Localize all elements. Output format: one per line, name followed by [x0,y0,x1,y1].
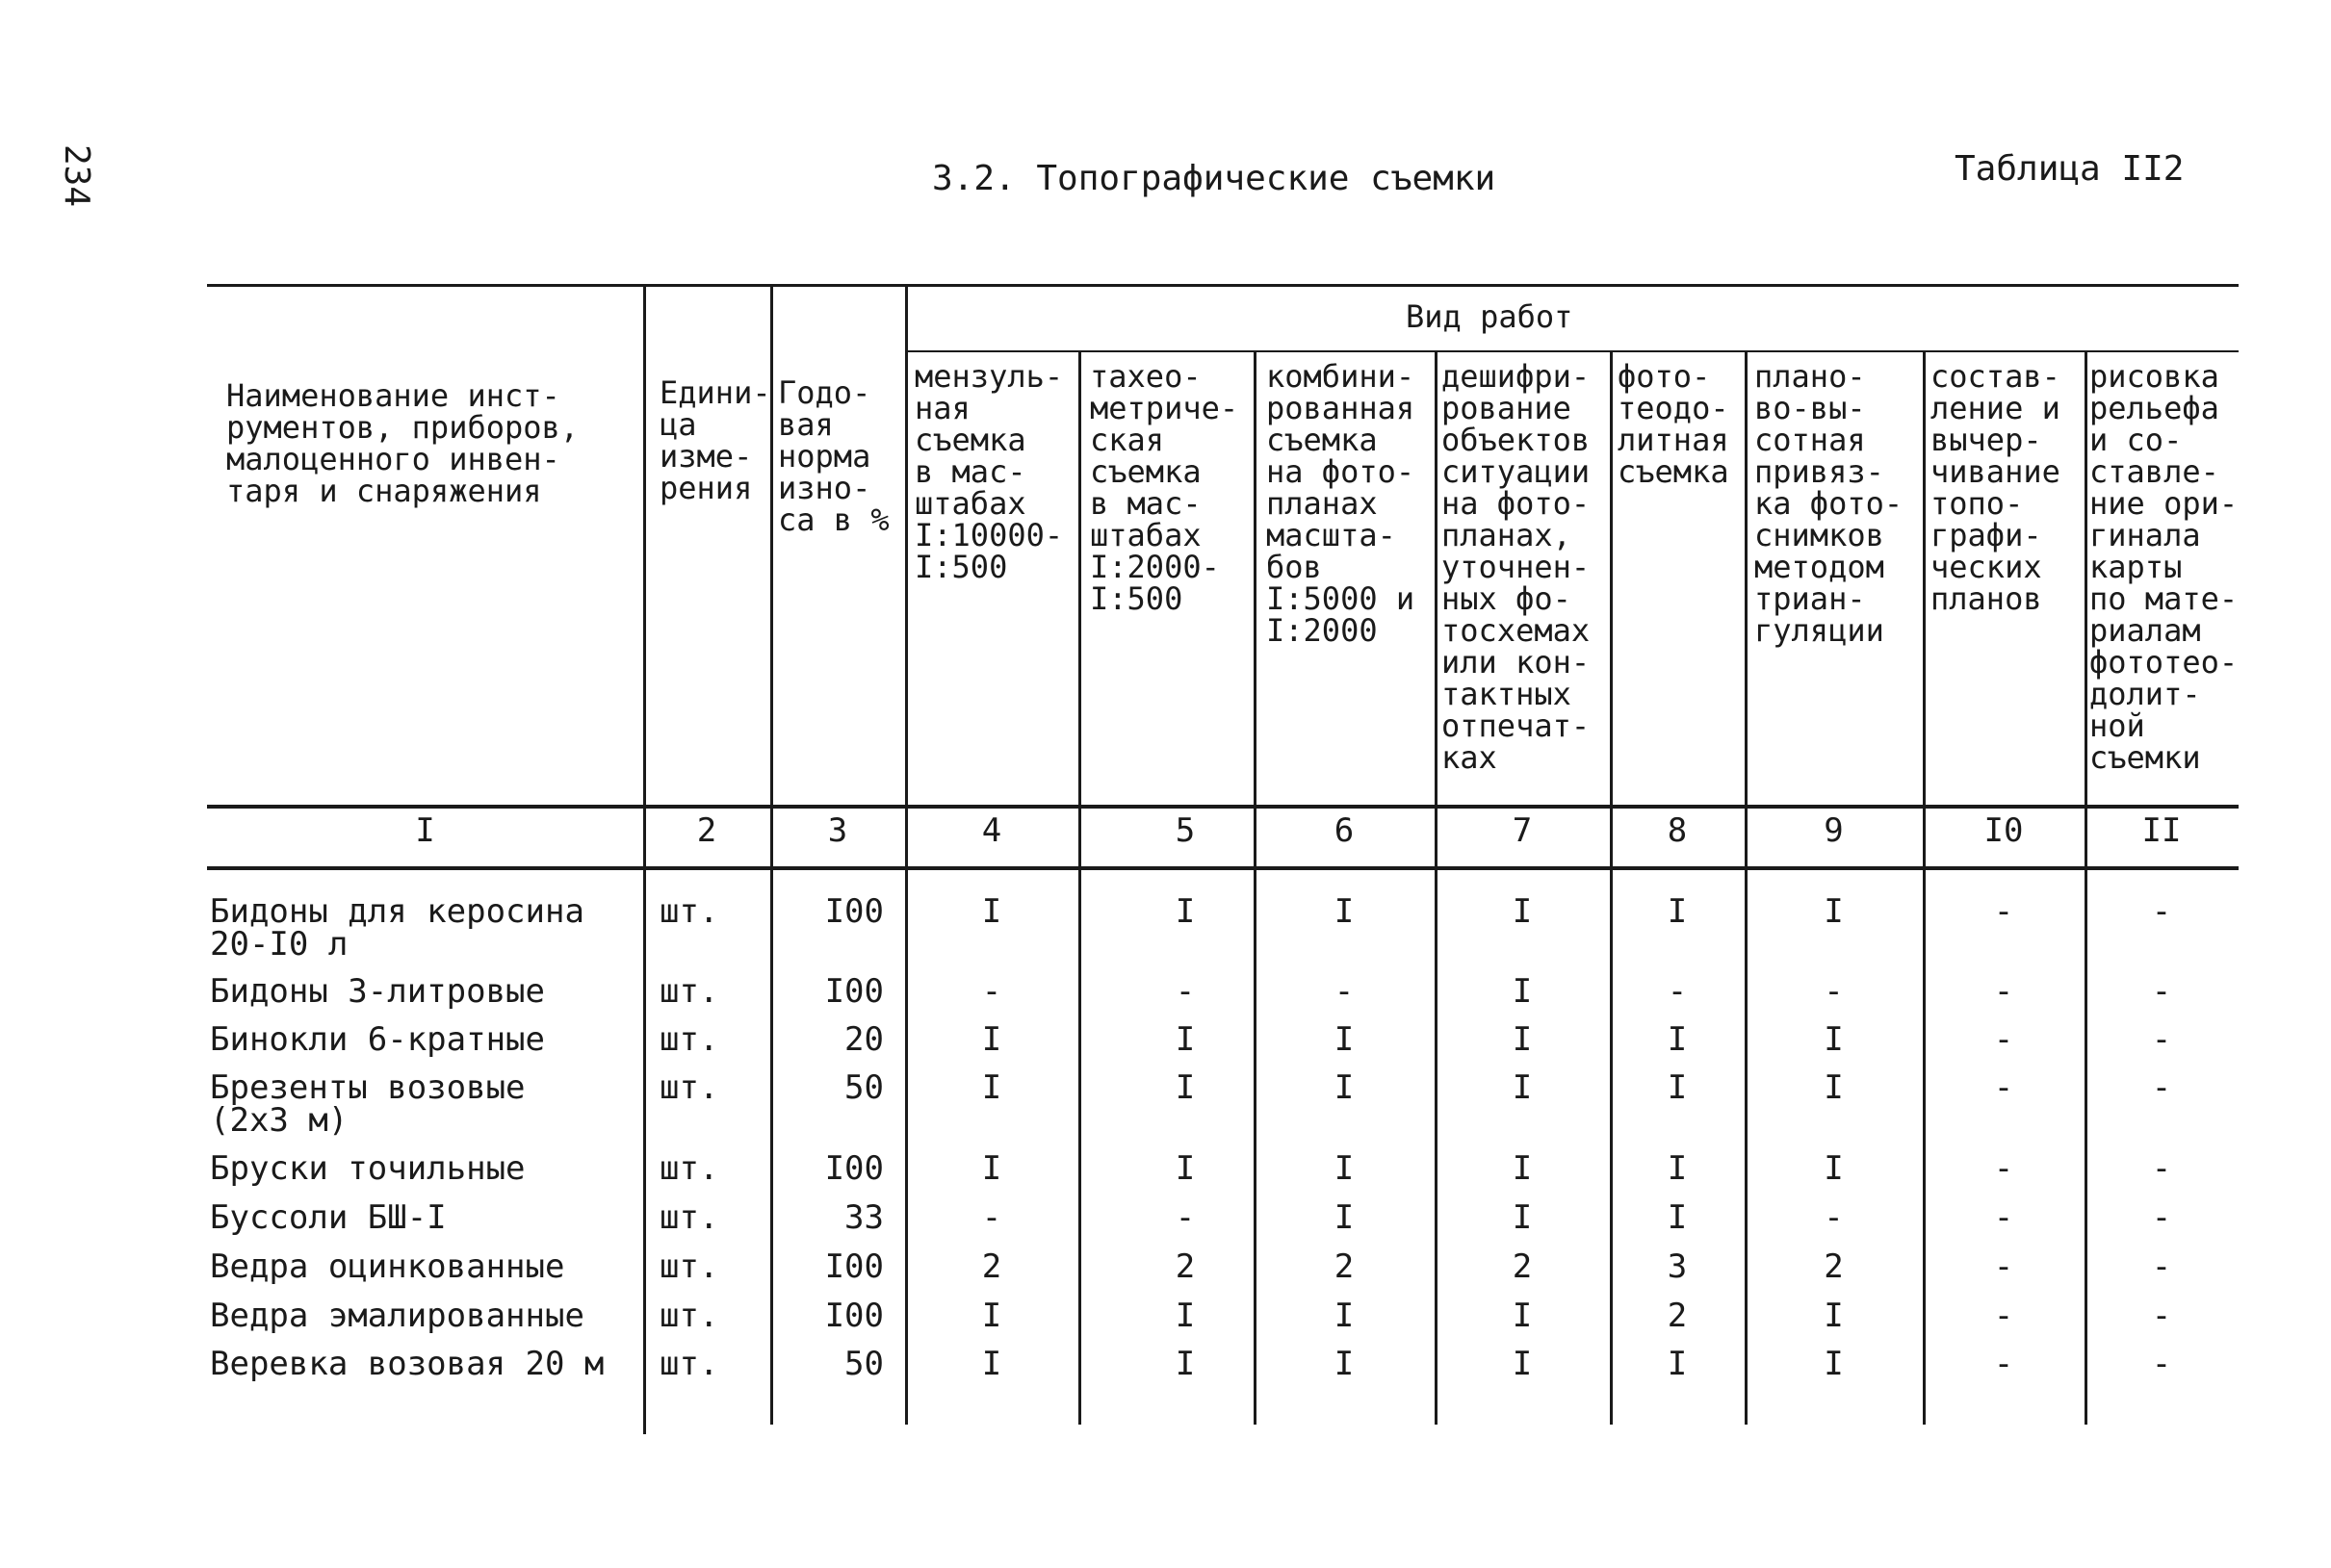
column-number: I0 [1983,811,2024,850]
row-value: I [1667,1020,1688,1059]
row-value: - [1667,972,1688,1011]
row-value: I [1667,1198,1688,1237]
column-number: 2 [696,811,717,850]
row-value: I [1667,1149,1688,1188]
header-work-1: мензуль- ная съемка в мас- штабах I:10000- I:500 [915,358,1064,585]
row-value: I [1512,1198,1533,1237]
row-value: I [1512,1068,1533,1107]
row-unit: шт. [660,1345,719,1383]
row-value: I [1824,1297,1844,1335]
row-norm: I00 [824,1149,884,1188]
row-value: - [2151,1198,2172,1237]
row-name: Ведра эмалированные [210,1297,584,1335]
row-value: - [1993,1297,2014,1335]
row-unit: шт. [660,1297,719,1335]
header-work-8: рисовка рельефа и со- ставле- ние ори- гинала карты по мате- риалам фототео- долит- ной съемки [2089,358,2239,776]
header-work-6: плано- во-вы- сотная привяз- ка фото- снимков методом триан- гуляции [1754,358,1904,649]
row-value: - [2151,1247,2172,1286]
row-value: I [1512,1345,1533,1383]
column-number: II [2141,811,2182,850]
row-value: I [981,1068,1002,1107]
row-value: I [1175,1345,1196,1383]
row-value: - [2151,1149,2172,1188]
column-number: 7 [1512,811,1533,850]
row-value: I [1667,1345,1688,1383]
row-value: - [1824,1198,1844,1237]
row-value: I [981,1149,1002,1188]
column-number: 9 [1824,811,1844,850]
row-value: I [1334,1297,1355,1335]
row-value: - [1993,1198,2014,1237]
header-name: Наименование инст- рументов, приборов, малоценного инвен- таря и снаряжения [226,377,580,509]
row-norm: I00 [824,892,884,931]
column-number: 6 [1334,811,1355,850]
row-value: - [1334,972,1355,1011]
row-norm: 50 [844,1068,884,1107]
vid-rabot-rule [905,350,2239,352]
header-norm: Годо- вая норма изно- са в % [778,374,890,538]
row-value: - [981,1198,1002,1237]
column-number: 5 [1175,811,1196,850]
row-value: - [1824,972,1844,1011]
row-value: I [1175,1020,1196,1059]
row-value: I [1824,1068,1844,1107]
row-norm: I00 [824,1297,884,1335]
row-value: - [2151,892,2172,931]
row-name: Бидоны для керосина 20-I0 л [210,892,584,964]
row-value: I [1334,1020,1355,1059]
row-value: I [1334,1149,1355,1188]
column-number: I [415,811,435,850]
row-value: I [981,892,1002,931]
row-value: I [1175,1149,1196,1188]
table-label: Таблица II2 [1955,149,2185,189]
row-value: I [1175,1068,1196,1107]
row-value: - [981,972,1002,1011]
row-name: Бруски точильные [210,1149,526,1188]
row-value: - [2151,972,2172,1011]
row-value: I [1824,1345,1844,1383]
header-bottom-rule [207,805,2239,809]
row-name: Буссоли БШ-I [210,1198,447,1237]
row-value: I [1512,1020,1533,1059]
row-value: 2 [1824,1247,1844,1286]
row-unit: шт. [660,1149,719,1188]
row-value: 2 [1512,1247,1533,1286]
row-value: 2 [1334,1247,1355,1286]
row-value: - [1993,1247,2014,1286]
header-work-group: Вид работ [1406,298,1573,335]
row-value: I [1824,1020,1844,1059]
row-name: Веревка возовая 20 м [210,1345,605,1383]
row-unit: шт. [660,892,719,931]
row-value: I [1334,1198,1355,1237]
numbers-bottom-rule [207,866,2239,870]
row-value: 2 [1175,1247,1196,1286]
header-work-5: фото- теодо- литная съемка [1618,358,1729,490]
row-name: Бинокли 6-кратные [210,1020,545,1059]
row-value: - [1993,1345,2014,1383]
row-unit: шт. [660,1068,719,1107]
row-value: 3 [1667,1247,1688,1286]
row-norm: I00 [824,1247,884,1286]
row-name: Бидоны 3-литровые [210,972,545,1011]
row-value: - [1993,1068,2014,1107]
row-value: - [1993,972,2014,1011]
column-number: 3 [827,811,848,850]
row-value: I [1512,892,1533,931]
row-unit: шт. [660,1198,719,1237]
row-value: I [1824,892,1844,931]
table-top-rule [207,284,2239,287]
header-work-7: состав- ление и вычер- чивание топо- графи- ческих планов [1930,358,2060,617]
row-unit: шт. [660,972,719,1011]
section-title: 3.2. Топографические съемки [932,159,1496,198]
row-norm: 33 [844,1198,884,1237]
row-value: I [1334,1068,1355,1107]
row-value: - [2151,1297,2172,1335]
row-value: 2 [1667,1297,1688,1335]
row-unit: шт. [660,1020,719,1059]
row-norm: 50 [844,1345,884,1383]
header-work-3: комбини- рованная съемка на фото- планах масшта- бов I:5000 и I:2000 [1266,358,1415,649]
row-value: - [2151,1020,2172,1059]
row-value: - [2151,1068,2172,1107]
header-unit: Едини- ца изме- рения [660,374,771,506]
column-number: 4 [981,811,1002,850]
row-value: - [1993,1020,2014,1059]
page-number: 234 [57,144,96,208]
row-value: I [1334,892,1355,931]
row-value: I [1512,972,1533,1011]
row-name: Брезенты возовые (2х3 м) [210,1068,526,1140]
row-value: I [1175,1297,1196,1335]
row-value: - [1175,1198,1196,1237]
header-work-4: дешифри- рование объектов ситуации на фото- планах, уточнен- ных фо- тосхемах или кон- тактных отпечат- ках [1441,358,1591,776]
col-divider-1 [643,284,646,1434]
row-value: I [1334,1345,1355,1383]
row-norm: 20 [844,1020,884,1059]
row-value: 2 [981,1247,1002,1286]
row-norm: I00 [824,972,884,1011]
column-number: 8 [1667,811,1688,850]
row-value: - [1993,892,2014,931]
row-value: I [1667,892,1688,931]
row-value: I [1175,892,1196,931]
row-value: I [1512,1297,1533,1335]
row-value: I [1824,1149,1844,1188]
row-value: I [981,1297,1002,1335]
row-unit: шт. [660,1247,719,1286]
header-work-2: тахео- метриче- ская съемка в мас- штабах I:2000- I:500 [1090,358,1239,617]
row-value: - [1993,1149,2014,1188]
row-value: - [2151,1345,2172,1383]
row-value: I [1667,1068,1688,1107]
row-name: Ведра оцинкованные [210,1247,565,1286]
row-value: I [981,1345,1002,1383]
row-value: - [1175,972,1196,1011]
row-value: I [1512,1149,1533,1188]
row-value: I [981,1020,1002,1059]
